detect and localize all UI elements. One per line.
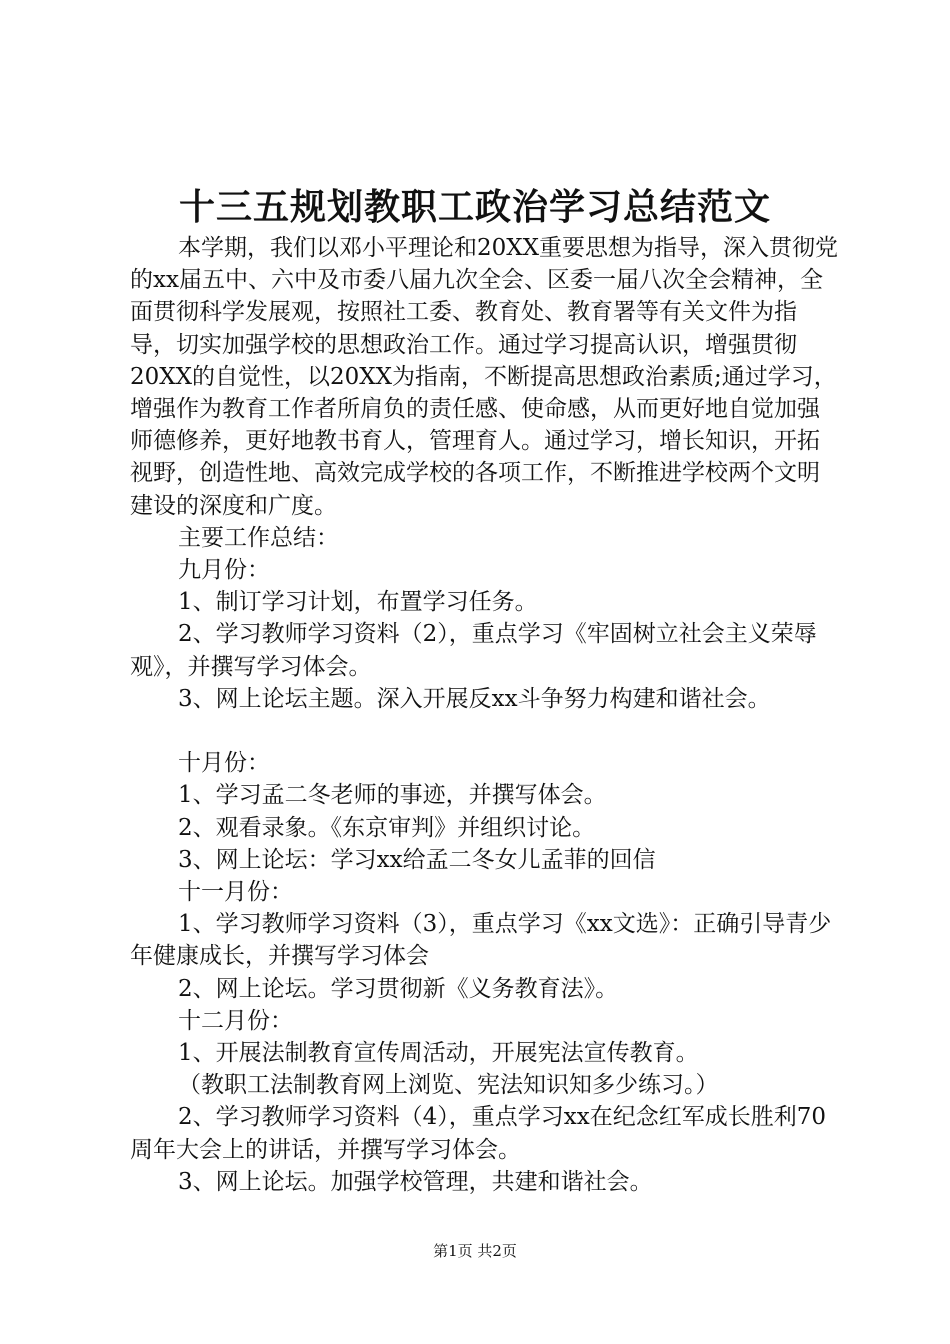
november-item-1: 1、学习教师学习资料（3），重点学习《xx文选》：正确引导青少年健康成长，并撰写学习体会 — [130, 911, 832, 970]
december-heading: 十二月份： — [178, 1007, 293, 1034]
october-heading: 十月份： — [178, 750, 270, 777]
document-body — [130, 232, 842, 1198]
november-item-2: 2、网上论坛。学习贯彻新《义务教育法》。 — [178, 975, 619, 1002]
intro-paragraph: 本学期，我们以邓小平理论和20XX重要思想为指导，深入贯彻党的xx届五中、六中及市委八届九次全会、区委一届八次全会精神，全面贯彻科学发展观，按照社工委、教育处、教育署等有关文件为指导，切实加强学校的思想政治工作。通过学习提高认识，增强贯彻20XX的自觉性，以20XX为指南，不断提高思想政治素质;通过学习，增强作为教育工作者所肩负的责任感、使命感，从而更好地自觉加强师德修养，更好地教书育人，管理育人。通过学习，增长知识，开拓视野，创造性地、高效完成学校的各项工作，不断推进学校两个文明建设的深度和广度。 — [130, 235, 839, 519]
september-item-2: 2、学习教师学习资料（2），重点学习《牢固树立社会主义荣辱观》，并撰写学习体会。 — [130, 621, 817, 680]
blank-line — [130, 715, 842, 747]
document-title: 十三五规划教职工政治学习总结范文 — [178, 186, 771, 228]
page-footer: 第1页 共2页 — [433, 1242, 517, 1260]
october-item-3: 3、网上论坛：学习xx给孟二冬女儿孟菲的回信 — [178, 846, 656, 873]
december-item-2: 2、学习教师学习资料（4），重点学习xx在纪念红军成长胜利70周年大会上的讲话，并撰写学习体会。 — [130, 1104, 826, 1163]
november-heading: 十一月份： — [178, 879, 293, 906]
september-item-1: 1、制订学习计划，布置学习任务。 — [178, 589, 538, 616]
december-item-1-note: （教职工法制教育网上浏览、宪法知识知多少练习。） — [178, 1072, 719, 1099]
october-item-2: 2、观看录象。《东京审判》并组织讨论。 — [178, 814, 596, 841]
summary-heading: 主要工作总结： — [178, 524, 339, 551]
december-item-1: 1、开展法制教育宣传周活动，开展宪法宣传教育。 — [178, 1040, 699, 1067]
december-item-3: 3、网上论坛。加强学校管理，共建和谐社会。 — [178, 1168, 653, 1195]
september-item-3: 3、网上论坛主题。深入开展反xx斗争努力构建和谐社会。 — [178, 685, 771, 712]
september-heading: 九月份： — [178, 557, 270, 584]
october-item-1: 1、学习孟二冬老师的事迹，并撰写体会。 — [178, 782, 607, 809]
